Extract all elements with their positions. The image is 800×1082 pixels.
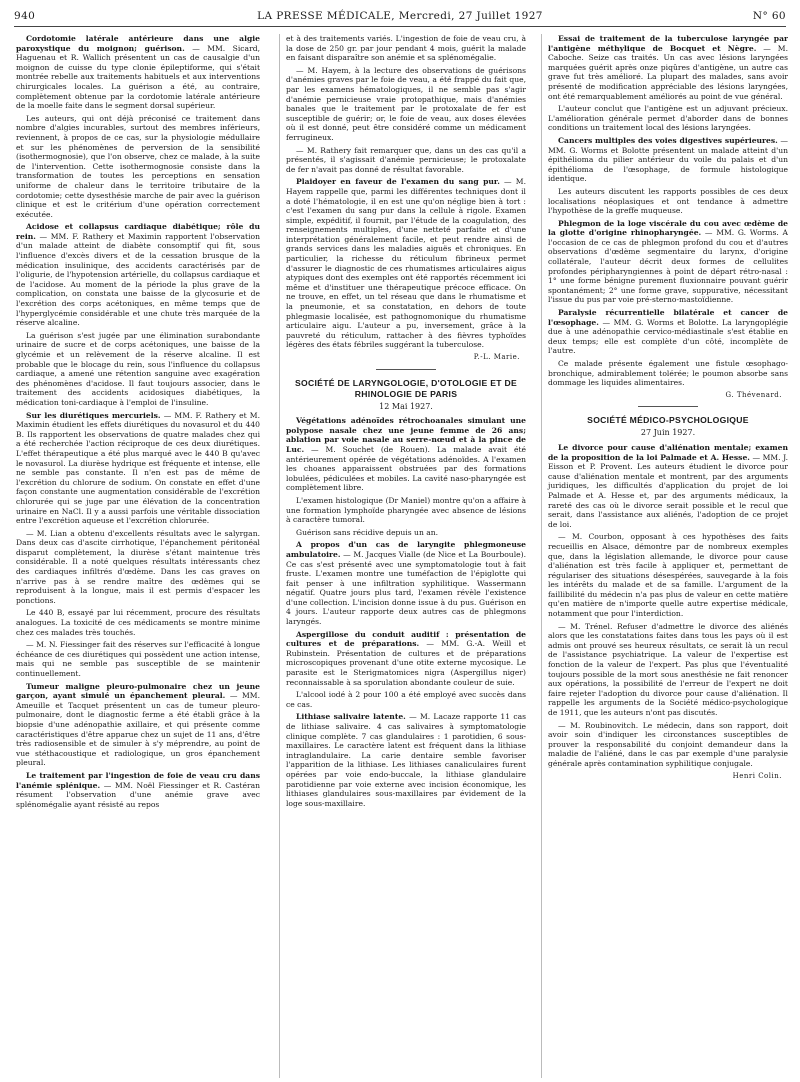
article-body: — MM. G. Worms. A l'occasion de ce cas de phlegmon profond du cou et d'autres observations d'œdème segmentaire du larynx, d'origine collatérale, l'auteur décrit deux formes de cellulites profondes péripharyngiennes à point de départ rétro-nasal : 1° une forme bénigne purement fluxionnaire pouvant guérir spontanément; 2° une forme grave, suppurative, nécessitant l'issue du pus par voie pré-sterno-mastoïdienne. bbox=[548, 228, 788, 305]
page-header bbox=[14, 4, 786, 27]
article-heading: Le divorce pour cause d'aliénation mentale; examen de la proposition de la loi Palmade et A. Hesse. bbox=[548, 442, 788, 462]
article-heading: Sur les diurétiques mercuriels. bbox=[26, 410, 161, 420]
journal-title: LA PRESSE MÉDICALE, Mercredi, 27 Juillet 1927 bbox=[257, 10, 543, 22]
article-heading: Phlegmon de la loge viscérale du cou avec œdème de la glotte d'origine rhinopharyngée. bbox=[548, 218, 788, 238]
article-body: — M. Hayem rappelle que, parmi les différentes techniques dont il a doté l'hématologie, il en est une qu'on néglige bien à tort : c'est l'examen du sang pur dans la cellule à rigole. Examen simple, expéditif, il fournit, par l'étude de la coagulation, des renseignements multiples, d'une netteté parfaite et d'une interprétation généralement facile, et peut rendre ainsi de grands services dans les maladies aiguës et chroniques. En particulier, la richesse du réticulum fibrineux permet d'assurer le diagnostic de ces rhumatismes articulaires aigus atypiques dont des exemples ont été rapportés récemment ici même et d'instituer une thérapeutique précoce efficace. On ne trouve, en effet, un tel réseau que dans le rhumatisme et la pneumonie, et sa constatation, en dehors de toute phlegmasie localisée, est pathognomonique du rhumatisme articulaire aigu. L'auteur a pu, inversement, grâce à la pauvreté du réticulum, rattacher à des fièvres typhoïdes légères des états fébriles suggérant la tuberculose. bbox=[286, 177, 526, 350]
article-body: — MM. G. Worms et Bolotte présentent un malade atteint d'un épithélioma du pilier antérieur du voile du palais et d'un épithélioma de l'œsophage, de formule histologique identique. bbox=[548, 135, 788, 184]
column-1 bbox=[16, 34, 260, 1078]
article-paragraph bbox=[548, 34, 788, 101]
article-heading: Cordotomie latérale antérieure dans une algie paroxystique du moignon; guérison. bbox=[16, 34, 260, 53]
section-divider bbox=[638, 406, 698, 407]
article-body: — M. Jacques Vialle (de Nice et La Bourboule). Ce cas s'est présenté avec une symptomatologie tout à fait fruste. L'examen montre une tuméfaction de l'épiglotte qui fait penser à une infiltration syphilitique. Wassermann négatif. Quatre jours plus tard, l'examen révèle l'existence d'une collection. L'incision donne issue à du pus. Guérison en 4 jours. L'auteur rapporte deux autres cas de phlegmons laryngés. bbox=[286, 549, 526, 627]
article-paragraph: L'alcool iodé à 2 pour 100 a été employé avec succès dans ce cas. bbox=[286, 690, 526, 709]
article-paragraph bbox=[286, 177, 526, 350]
article-paragraph: et à des traitements variés. L'ingestion de foie de veau cru, à la dose de 250 gr. par jour pendant 4 mois, guérit la malade en faisant disparaître son anémie et sa splénomégalie. bbox=[286, 34, 526, 63]
article-body: — MM. J. Eisson et P. Provent. Les auteurs étudient le divorce pour cause d'aliénation mentale et montrent, par des arguments juridiques, les difficultés d'application du projet de loi Palmade et A. Hesse et, par des arguments médicaux, la rareté des cas où le divorce serait possible et le recul que serait, dans l'assistance aux aliénés, l'adoption de ce projet de loi. bbox=[548, 452, 788, 529]
article-paragraph bbox=[548, 219, 788, 305]
article-heading: Lithiase salivaire latente. bbox=[296, 712, 406, 722]
article-paragraph: — M. Trénel. Refuser d'admettre le divorce des aliénés alors que les constatations faites dans tous les pays où il est admis ont prouvé ses heureux résultats, ce serait là un recul de l'assistance psychiatrique. La valeur de l'expertise est fonction de la valeur de l'expert. Pas plus que l'éventualité toujours possible de la mort sous anesthésie ne fait renoncer aux opérations, la possibilité de l'erreur de l'expert ne doit faire rejeter l'adoption du divorce pour cause d'aliénation. Il rappelle les arguments de la Société médico-psychologique de 1911, que les auteurs n'ont pas discutés. bbox=[548, 621, 788, 717]
article-heading: Végétations adénoïdes rétrochoanales simulant une polypose nasale chez une jeune femme de 26 ans; ablation par voie nasale au serre-nœud et à la pince de Luc. bbox=[286, 416, 526, 454]
article-body: — MM. Noël Fiessinger et R. Castéran résument l'observation d'une anémie grave avec splénomégalie ayant résisté au repos bbox=[16, 780, 260, 809]
article-paragraph: Guérison sans récidive depuis un an. bbox=[296, 527, 439, 537]
article-body: — MM. Ameuille et Tacquet présentent un cas de tumeur pleuro-pulmonaire, dont le diagnostic ferme a été établi grâce à la biopsie d'une adénopathie axillaire, et qui présente comme caractéristiques d'être apparue chez un sujet de 11 ans, d'être très radiosensible et de simuler à s'y méprendre, au point de vue stéthacoustique et radiologique, un gros épanchement pleural. bbox=[16, 691, 260, 768]
section-date: 27 Juin 1927. bbox=[640, 428, 696, 438]
article-paragraph: Les auteurs, qui ont déjà préconisé ce traitement dans nombre d'algies incurables, surtout des membres inférieurs, reviennent, à propos de ce cas, sur la physiologie médullaire et sur les phénomènes de perversion de la sensibilité (isothermognosie), que l'on observe, chez ce malade, à la suite de l'intervention. Cette isothermognosie consiste dans la transformation de toutes les perceptions en sensation uniforme de chaleur dans le territoire tributaire de la cordotomie; cette dysesthésie marche de pair avec la guérison clinique et est le critérium d'une opération correctement exécutée. bbox=[16, 113, 260, 219]
article-paragraph: — M. Lian a obtenu d'excellents résultats avec le salyrgan. Dans deux cas d'ascite cirrhotique, l'épanchement péritonéal disparut complètement, la diurèse s'étant maintenue très considérable. Il a noté quelques résultats intéressants chez des cardiaques infiltrés d'œdème. Dans les cas graves on n'arrive pas à se rendre maître des œdèmes qui se reproduisent à la longue, mais il est permis d'espacer les ponctions. bbox=[16, 528, 260, 605]
article-paragraph bbox=[16, 34, 260, 111]
article-paragraph bbox=[548, 443, 788, 529]
article-heading: Tumeur maligne pleuro-pulmonaire chez un jeune garçon, ayant simulé un épanchement pleural. bbox=[16, 681, 260, 701]
article-paragraph: Ce malade présente également une fistule œsophago-bronchique, admirablement tolérée; le poumon absorbe sans dommage les liquides alimentaires. bbox=[548, 359, 788, 388]
article-paragraph bbox=[548, 308, 788, 356]
author-signature: P.-L. Marie. bbox=[473, 353, 520, 361]
article-paragraph: — M. N. Fiessinger fait des réserves sur l'efficacité à longue échéance de ces diurétiques qui possèdent une action intense, mais qui ne semble pas susceptible de se maintenir continuellement. bbox=[16, 640, 260, 678]
page-number: 940 bbox=[14, 10, 36, 22]
article-body: — MM. F. Rathery et Maximin rapportent l'observation d'un malade atteint de diabète consomptif qui fit, sous l'influence d'excès divers et de la cessation brusque de la médication insulinique, des accidents caractérisés par de l'oligurie, de l'hypotension artérielle, du collapsus cardiaque et de l'acidose. Au moment de la période la plus grave de la complication, on constata une baisse de la glycosurie et de l'excrétion des corps acétoniques, en même temps que de l'hyperglycémie considérable et une chute très marquée de la réserve alcaline. bbox=[16, 231, 260, 328]
article-heading: A propos d'un cas de laryngite phlegmoneuse ambulatoire. bbox=[286, 540, 526, 559]
article-heading: Aspergillose du conduit auditif : présentation de cultures et de préparations. bbox=[286, 629, 526, 649]
article-paragraph: — M. Hayem, à la lecture des observations de guérisons d'anémies graves par le foie de veau, a été frappé du fait que, par les examens hématologiques, il ne semble pas s'agir d'anémie pernicieuse vraie protopathique, mais d'anémies banales que le traitement par le protoxalate de fer est susceptible de guérir; or, le foie de veau, aux doses élevées où il est donné, peut être considéré comme un médicament ferrugineux. bbox=[286, 65, 526, 142]
article-paragraph bbox=[548, 136, 788, 184]
article-body: — MM. G. Worms et Bolotte. La laryngoplégie due à une adénopathie cervico-médiastinale s'est établie en deux temps; elle est complète d'un côté, incomplète de l'autre. bbox=[548, 317, 788, 356]
article-body: — MM. F. Rathery et M. Maximin étudient les effets diurétiques du novasurol et du 440 B. Ils rapportent les observations de quatre malades chez qui a été recherchée l'action réciproque de ces deux diurétiques. L'effet thérapeutique a été plus marqué avec le 440 B qu'avec le novasurol. La diurèse hydrique est fréquente et intense, elle ne semble pas constante. Il n'en est pas de même de l'excrétion du chlorure de sodium. On constate en effet d'une façon constante une augmentation considérable de l'excrétion chlorurée qui se juge par une élévation de la concentration urinaire en NaCl. Il y a aussi parfois une véritable dissociation entre l'excrétion aqueuse et l'excrétion chlorurée. bbox=[16, 410, 260, 526]
article-body: — M. Souchet (de Rouen). La malade avait été antérieurement opérée de végétations adénoïdes. A l'examen les choanes apparaissent obstruées par des formations lobulées, pédiculées et mobiles. La cavité naso-pharyngée est complètement libre. bbox=[286, 444, 526, 493]
article-paragraph bbox=[286, 630, 526, 688]
article-paragraph: — M. Rathery fait remarquer que, dans un des cas qu'il a présentés, il s'agissait d'anémie pernicieuse; le protoxalate de fer n'avait pas donné de résultat favorable. bbox=[286, 145, 526, 174]
article-paragraph bbox=[16, 682, 260, 768]
article-paragraph bbox=[286, 712, 526, 808]
article-body: — M. Lacaze rapporte 11 cas de lithiase salivaire. 4 cas salivaires à symptomatologie clinique complète. 7 cas glandulaires : 1 parotidien, 6 sous-maxillaires. Le caractère latent est fréquent dans la lithiase intraglandulaire. La carie dentaire semble favoriser l'apparition de la lithiase. Les lithiases canaliculaires furent opérées par voie endo-buccale, la lithiase glandulaire parotidienne par voie externe avec incision économique, les lithiases glandulaires sous-maxillaires par évidement de la loge sous-maxillaire. bbox=[286, 712, 526, 808]
column-2 bbox=[279, 34, 526, 1078]
article-paragraph: La guérison s'est jugée par une élimination surabondante urinaire de sucre et de corps acétoniques, une baisse de la glycémie et un relèvement de la réserve alcaline. Il est probable que le blocage du rein, sous l'influence du collapsus cardiaque, a amené une rétention sanguine avec exagération des phénomènes d'acidose. Il faut toujours associer, dans le traitement des accidents acidosiques diabétiques, la médication toni-cardiaque à l'emploi de l'insuline. bbox=[16, 330, 260, 407]
article-heading: Plaidoyer en faveur de l'examen du sang pur. bbox=[296, 177, 500, 187]
article-body: — M. Caboche. Seize cas traités. Un cas avec lésions laryngées marquées guérit après onze piqûres d'antigène, un autre cas grave fut très amélioré. La plupart des malades, sans avoir présenté de modification appréciable des lésions laryngées, ont été remarquablement améliorés au point de vue général. bbox=[548, 43, 788, 101]
article-paragraph: — M. Roubinovitch. Le médecin, dans son rapport, doit avoir soin d'indiquer les circonstances susceptibles de prouver la responsabilité du conjoint demandeur dans la maladie de l'aliéné, dans le cas par exemple d'une paralysie générale après contamination syphilitique conjugale. bbox=[548, 720, 788, 768]
article-paragraph bbox=[16, 222, 260, 328]
article-body: — MM. Sicard, Haguenau et R. Wallich présentent un cas de causalgie d'un moignon de cuisse du type clonie épileptiforme, qui s'était montrée rebelle aux traitements habituels et aux interventions chirurgicales locales. La guérison a été, au contraire, complètement obtenue par la cordotomie latérale antérieure de la moelle faite dans le segment dorsal supérieur. bbox=[16, 43, 260, 111]
section-title: SOCIÉTÉ MÉDICO-PSYCHOLOGIQUE bbox=[587, 415, 749, 426]
section-divider bbox=[376, 369, 436, 370]
author-signature: G. Thévenard. bbox=[725, 390, 782, 399]
author-signature: Henri Colin. bbox=[732, 771, 782, 780]
section-title: SOCIÉTÉ DE LARYNGOLOGIE, D'OTOLOGIE ET DE RHINOLOGIE DE PARIS bbox=[294, 377, 518, 399]
article-paragraph: L'auteur conclut que l'antigène est un adjuvant précieux. L'amélioration générale permet d'aborder dans de bonnes conditions un traitement local des lésions laryngées. bbox=[548, 104, 788, 133]
article-heading: Le traitement par l'ingestion de foie de veau cru dans l'anémie splénique. bbox=[16, 770, 260, 790]
article-paragraph: Le 440 B, essayé par lui récemment, procure des résultats analogues. La toxicité de ces médicaments se montre minime chez ces malades très touchés. bbox=[16, 608, 260, 637]
article-paragraph: — M. Courbon, opposant à ces hypothèses des faits recueillis en Alsace, démontre par de nombreux exemples que, dans la législation allemande, le divorce pour cause d'aliénation est très facile à appliquer et, permettant de régulariser des situations désespérées, sauvegarde à la fois les intérêts du malade et de sa famille. L'argument de la faillibilité du médecin n'a pas plus de valeur en cette matière qu'en matière de n'importe quelle autre expertise médicale, notamment que pour l'interdiction. bbox=[548, 532, 788, 619]
article-paragraph bbox=[16, 771, 260, 809]
section-date: 12 Mai 1927. bbox=[379, 401, 433, 411]
article-paragraph: L'examen histologique (Dr Maniel) montre qu'on a affaire à une formation lymphoïde pharyngée avec absence de lésions à caractère tumoral. bbox=[286, 495, 526, 525]
article-heading: Essai de traitement de la tuberculose laryngée par l'antigène méthylique de Bocquet et Nègre. bbox=[548, 34, 788, 53]
article-heading: Cancers multiples des voies digestives supérieures. bbox=[558, 135, 778, 145]
article-paragraph: Les auteurs discutent les rapports possibles de ces deux localisations néoplasiques et ont tendance à admettre l'hypothèse de la greffe muqueuse. bbox=[548, 186, 788, 216]
article-paragraph bbox=[286, 540, 526, 626]
article-paragraph bbox=[16, 411, 260, 526]
article-paragraph bbox=[286, 416, 526, 493]
column-3 bbox=[541, 34, 788, 1078]
article-heading: Acidose et collapsus cardiaque diabétique; rôle du rein. bbox=[16, 222, 260, 241]
article-body: — MM. G.-A. Weill et Rubinstein. Présentation de cultures et de préparations microscopiques provenant d'une otite externe mycosique. Le parasite est le Sterigmatomices nigra (Aspergillus niger) reconnaissable à sa sporulation abondante couleur de suie. bbox=[286, 639, 526, 687]
article-heading: Paralysie récurrentielle bilatérale et cancer de l'œsophage. bbox=[548, 308, 788, 327]
issue-number: N° 60 bbox=[752, 10, 786, 22]
